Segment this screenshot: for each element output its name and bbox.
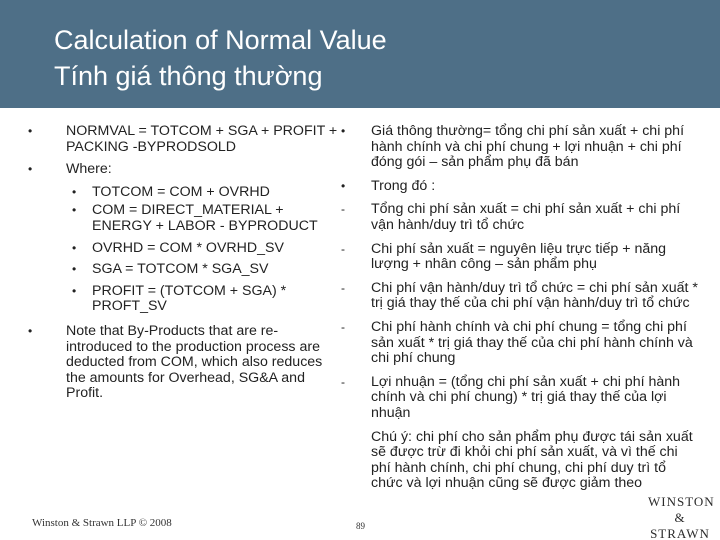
bullet-icon: • — [28, 162, 33, 177]
title-line-vietnamese: Tính giá thông thường — [54, 61, 323, 91]
bullet-icon: • — [72, 262, 77, 277]
right-item-overhead: - Chi phí vận hành/duy trì tổ chức = chi phí sản xuất * trị giá thay thế của chi phí vận hành/duy trì tổ chức — [341, 279, 698, 312]
left-bullet-normval: • NORMVAL = TOTCOM + SGA + PROFIT + PACKING -BYPRODSOLD — [28, 123, 338, 155]
left-column — [28, 124, 340, 409]
logo-line-2: & STRAWN — [650, 510, 710, 540]
left-subbullet-ovrhd: • OVRHD = COM * OVRHD_SV — [72, 239, 284, 256]
slide-title — [54, 22, 387, 94]
left-bullet-note: • Note that By-Products that are re-introduced to the production process are deducted from COM, which also reduces the amounts for Overhead, SG&A and Profit. — [28, 322, 323, 402]
slide-header — [0, 0, 720, 108]
right-item-production-cost: - Chi phí sản xuất = nguyên liệu trực tiếp + năng lượng + nhân công – sản phẩm phụ — [341, 240, 667, 273]
bullet-icon: • — [341, 178, 346, 193]
page-number: 89 — [356, 521, 365, 531]
bullet-icon: • — [72, 203, 77, 218]
left-subbullet-totcom: • TOTCOM = COM + OVRHD — [72, 183, 270, 200]
left-subbullet-com: • COM = DIRECT_MATERIAL + ENERGY + LABOR - BYPRODUCT — [72, 202, 318, 234]
bullet-icon: • — [72, 240, 77, 255]
left-subbullet-sga: • SGA = TOTCOM * SGA_SV — [72, 261, 269, 278]
left-subbullet-profit: • PROFIT = (TOTCOM + SGA) * PROFT_SV — [72, 282, 287, 315]
title-line-english: Calculation of Normal Value — [54, 25, 387, 55]
dash-marker: - — [341, 319, 345, 334]
right-item-normal-value: • Giá thông thường= tổng chi phí sản xuất + chi phí hành chính và chi phí chung + lợi nhuận + chi phí đóng gói – sản phẩm phụ đã bán — [341, 123, 685, 171]
right-item-note: Chú ý: chi phí cho sản phẩm phụ được tái sản xuất sẽ được trừ đi khỏi chi phí sản xuất, và vì thế chi phí hành chính, chi phí chung, chi phí duy trì tổ chức và lợi nhuận cũng sẽ được giảm theo — [371, 428, 693, 492]
bullet-icon: • — [72, 283, 77, 298]
right-item-profit: - Lợi nhuận = (tổng chi phí sản xuất + chi phí hành chính và chi phí chung) * trị giá thay thế của lợi nhuận — [341, 373, 681, 421]
firm-logo — [648, 494, 715, 540]
dash-marker: - — [341, 374, 345, 389]
right-item-where: • Trong đó : — [341, 177, 436, 194]
bullet-icon: • — [341, 124, 346, 138]
bullet-icon: • — [28, 124, 33, 138]
right-item-total-cost: - Tổng chi phí sản xuất = chi phí sản xuất + chi phí vận hành/duy trì tổ chức — [341, 201, 681, 233]
dash-marker: - — [341, 280, 345, 295]
dash-marker: - — [341, 202, 345, 217]
right-column — [338, 124, 700, 500]
bullet-icon: • — [72, 184, 77, 199]
left-bullet-where: • Where: — [28, 161, 112, 178]
footer-copyright: Winston & Strawn LLP © 2008 — [32, 517, 172, 529]
dash-marker: - — [341, 241, 345, 256]
right-item-sga: - Chi phí hành chính và chi phí chung = tổng chi phí sản xuất * trị giá thay thế của chi phí hành chính và chi phí chung — [341, 318, 693, 367]
logo-line-1: WINSTON — [648, 494, 715, 509]
bullet-icon: • — [28, 323, 33, 338]
